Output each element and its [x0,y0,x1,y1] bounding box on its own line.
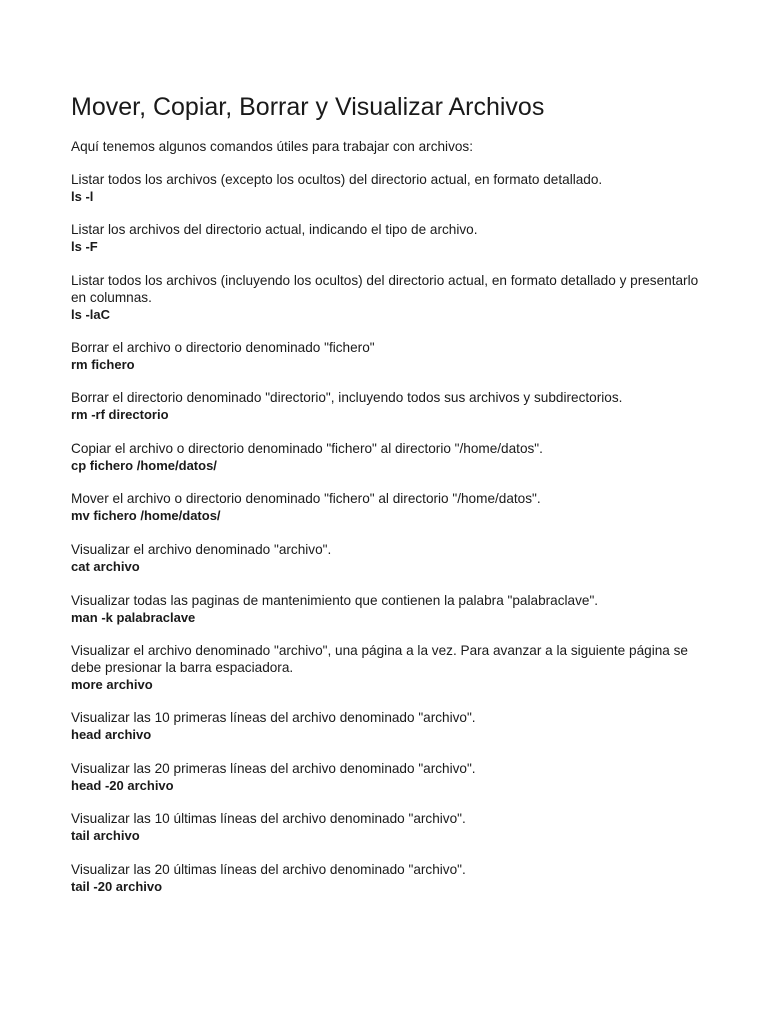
command-entry [71,709,711,743]
command-text: ls -laC [71,307,111,322]
command-entry [71,272,711,323]
command-description: Borrar el directorio denominado "directorio", incluyendo todos sus archivos y subdirectorios. [71,390,623,405]
command-entry [71,861,711,895]
command-text: mv fichero /home/datos/ [71,508,221,523]
command-entry [71,221,711,255]
command-description: Listar todos los archivos (incluyendo los ocultos) del directorio actual, en formato detallado y presentarlo en columnas. [71,273,699,305]
command-entry [71,760,711,794]
command-description: Listar los archivos del directorio actual, indicando el tipo de archivo. [71,222,478,237]
command-entry [71,642,711,693]
command-text: rm fichero [71,357,135,372]
command-description: Borrar el archivo o directorio denominado "fichero" [71,340,375,355]
command-description: Visualizar las 20 primeras líneas del archivo denominado "archivo". [71,761,476,776]
command-entry [71,592,711,626]
command-text: rm -rf directorio [71,407,169,422]
command-text: head -20 archivo [71,778,174,793]
command-text: more archivo [71,677,153,692]
command-description: Visualizar el archivo denominado "archivo", una página a la vez. Para avanzar a la siguiente página se debe presionar la barra espaciadora. [71,643,688,675]
command-description: Visualizar todas las paginas de mantenimiento que contienen la palabra "palabraclave". [71,593,599,608]
command-text: tail archivo [71,828,140,843]
command-text: cat archivo [71,559,140,574]
command-description: Visualizar las 10 primeras líneas del archivo denominado "archivo". [71,710,476,725]
command-entry [71,389,711,423]
command-text: head archivo [71,727,152,742]
command-description: Mover el archivo o directorio denominado "fichero" al directorio "/home/datos". [71,491,541,506]
command-text: tail -20 archivo [71,879,163,894]
command-entry [71,171,711,205]
command-entry [71,541,711,575]
command-text: ls -l [71,189,94,204]
command-text: cp fichero /home/datos/ [71,458,217,473]
command-entry [71,339,711,373]
command-description: Copiar el archivo o directorio denominado "fichero" al directorio "/home/datos". [71,441,543,456]
command-description: Visualizar el archivo denominado "archivo". [71,542,332,557]
page-title: Mover, Copiar, Borrar y Visualizar Archivos [71,93,545,121]
intro-text: Aquí tenemos algunos comandos útiles para trabajar con archivos: [71,139,473,154]
command-text: man -k palabraclave [71,610,196,625]
command-entry [71,440,711,474]
command-description: Listar todos los archivos (excepto los ocultos) del directorio actual, en formato detallado. [71,172,603,187]
command-entry [71,810,711,844]
command-description: Visualizar las 20 últimas líneas del archivo denominado "archivo". [71,862,466,877]
command-entry [71,490,711,524]
command-description: Visualizar las 10 últimas líneas del archivo denominado "archivo". [71,811,466,826]
command-text: ls -F [71,239,98,254]
